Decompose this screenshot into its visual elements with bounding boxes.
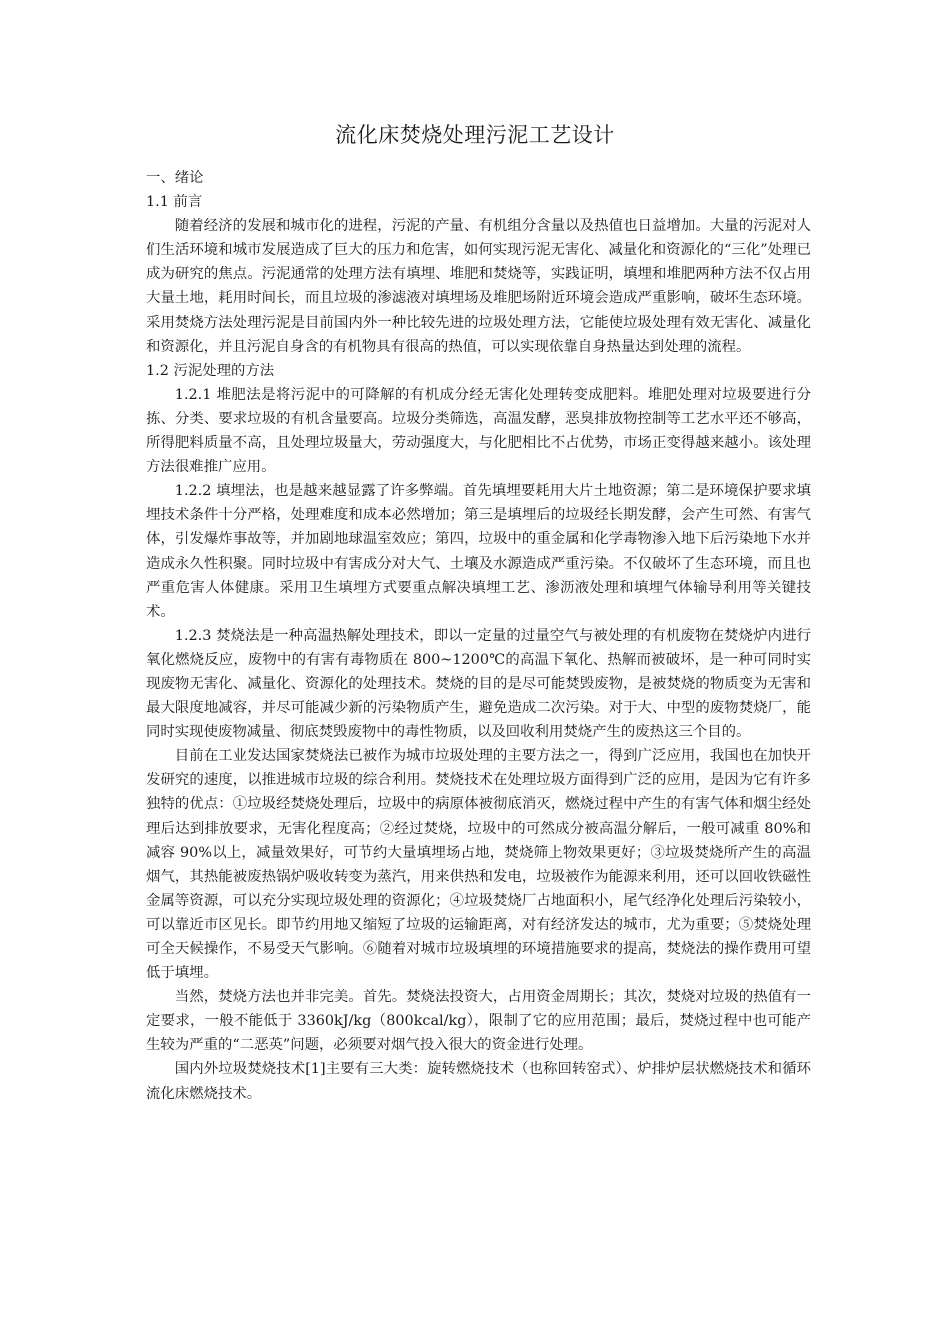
section-heading-introduction: 一、绪论 [146, 170, 204, 186]
section-heading-sludge-methods: 1.2 污泥处理的方法 [146, 362, 275, 379]
paragraph-incineration-drawbacks: 当然，焚烧方法也并非完美。首先。焚烧法投资大，占用资金周期长；其次，焚烧对垃圾的热值有一定要求，一般不能低于 3360kJ/kg（800kcal/kg），限制了它的应用范围；最后，焚烧过程中也可能产生较为严重的“二恶英”问题，必须要对烟气投入很大的资金进行处理。 [146, 989, 811, 1054]
section-heading-foreword: 1.1 前言 [146, 194, 203, 211]
paragraph-incineration-technologies: 国内外垃圾焚烧技术[1]主要有三大类：旋转燃烧技术（也称回转窑式）、炉排炉层状燃烧技术和循环流化床燃烧技术。 [146, 1061, 811, 1102]
paragraph-intro: 随着经济的发展和城市化的进程，污泥的产量、有机组分含量以及热值也日益增加。大量的污泥对人们生活环境和城市发展造成了巨大的压力和危害，如何实现污泥无害化、减量化和资源化的“三化”处理已成为研究的焦点。污泥通常的处理方法有填埋、堆肥和焚烧等，实践证明，填埋和堆肥两种方法不仅占用大量土地，耗用时间长，而且垃圾的渗滤液对填埋场及堆肥场附近环境会造成严重影响，破坏生态环境。采用焚烧方法处理污泥是目前国内外一种比较先进的垃圾处理方法，它能使垃圾处理有效无害化、减量化和资源化，并且污泥自身含的有机物具有很高的热值，可以实现依靠自身热量达到处理的流程。 [146, 218, 811, 355]
paragraph-incineration: 1.2.3 焚烧法是一种高温热解处理技术，即以一定量的过量空气与被处理的有机废物在焚烧炉内进行氧化燃烧反应，废物中的有害有毒物质在 800~1200℃的高温下氧化、热解而被破坏，是一种可同时实现废物无害化、减量化、资源化的处理技术。焚烧的目的是尽可能焚毁废物，是被焚烧的物质变为无害和最大限度地减容，并尽可能减少新的污染物质产生，避免造成二次污染。对于大、中型的废物焚烧厂，能同时实现使废物减量、彻底焚毁废物中的毒性物质，以及回收利用焚烧产生的废热这三个目的。 [146, 627, 811, 741]
paragraph-landfill: 1.2.2 填埋法，也是越来越显露了许多弊端。首先填埋要耗用大片土地资源；第二是环境保护要求填埋技术条件十分严格，处理难度和成本必然增加；第三是填埋后的垃圾经长期发酵，会产生可然、有害气体，引发爆炸事故等，并加剧地球温室效应；第四，垃圾中的重金属和化学毒物渗入地下后污染地下水并造成永久性积聚。同时垃圾中有害成分对大气、土壤及水源造成严重污染。不仅破坏了生态环境，而且也严重危害人体健康。采用卫生填埋方式要重点解决填埋工艺、渗沥液处理和填埋气体输导利用等关键技术。 [146, 483, 811, 620]
paragraph-incineration-advantages: 目前在工业发达国家焚烧法已被作为城市垃圾处理的主要方法之一，得到广泛应用，我国也在加快开发研究的速度，以推进城市垃圾的综合利用。焚烧技术在处理垃圾方面得到广泛的应用，是因为它有许多独特的优点：①垃圾经焚烧处理后，垃圾中的病原体被彻底消灭，燃烧过程中产生的有害气体和烟尘经处理后达到排放要求，无害化程度高；②经过焚烧，垃圾中的可然成分被高温分解后，一般可减重 80%和减容 90%以上，减量效果好，可节约大量填埋场占地，焚烧筛上物效果更好；③垃圾焚烧所产生的高温烟气，其热能被废热锅炉吸收转变为蒸汽，用来供热和发电，垃圾被作为能源来利用，还可以回收铁磁性金属等资源，可以充分实现垃圾处理的资源化；④垃圾焚烧厂占地面积小，尾气经净化处理后污染较小，可以靠近市区见长。即节约用地又缩短了垃圾的运输距离，对有经济发达的城市，尤为重要；⑤焚烧处理可全天候操作，不易受天气影响。⑥随着对城市垃圾填埋的环境措施要求的提高，焚烧法的操作费用可望低于填埋。 [146, 748, 811, 982]
document-body [146, 166, 811, 1106]
paragraph-composting: 1.2.1 堆肥法是将污泥中的可降解的有机成分经无害化处理转变成肥料。堆肥处理对垃圾要进行分拣、分类、要求垃圾的有机含量要高。垃圾分类筛选，高温发酵，恶臭排放物控制等工艺水平还不够高，所得肥料质量不高，且处理垃圾量大，劳动强度大，与化肥相比不占优势，市场正变得越来越小。该处理方法很难推广应用。 [146, 386, 811, 476]
document-title: 流化床焚烧处理污泥工艺设计 [335, 123, 615, 147]
